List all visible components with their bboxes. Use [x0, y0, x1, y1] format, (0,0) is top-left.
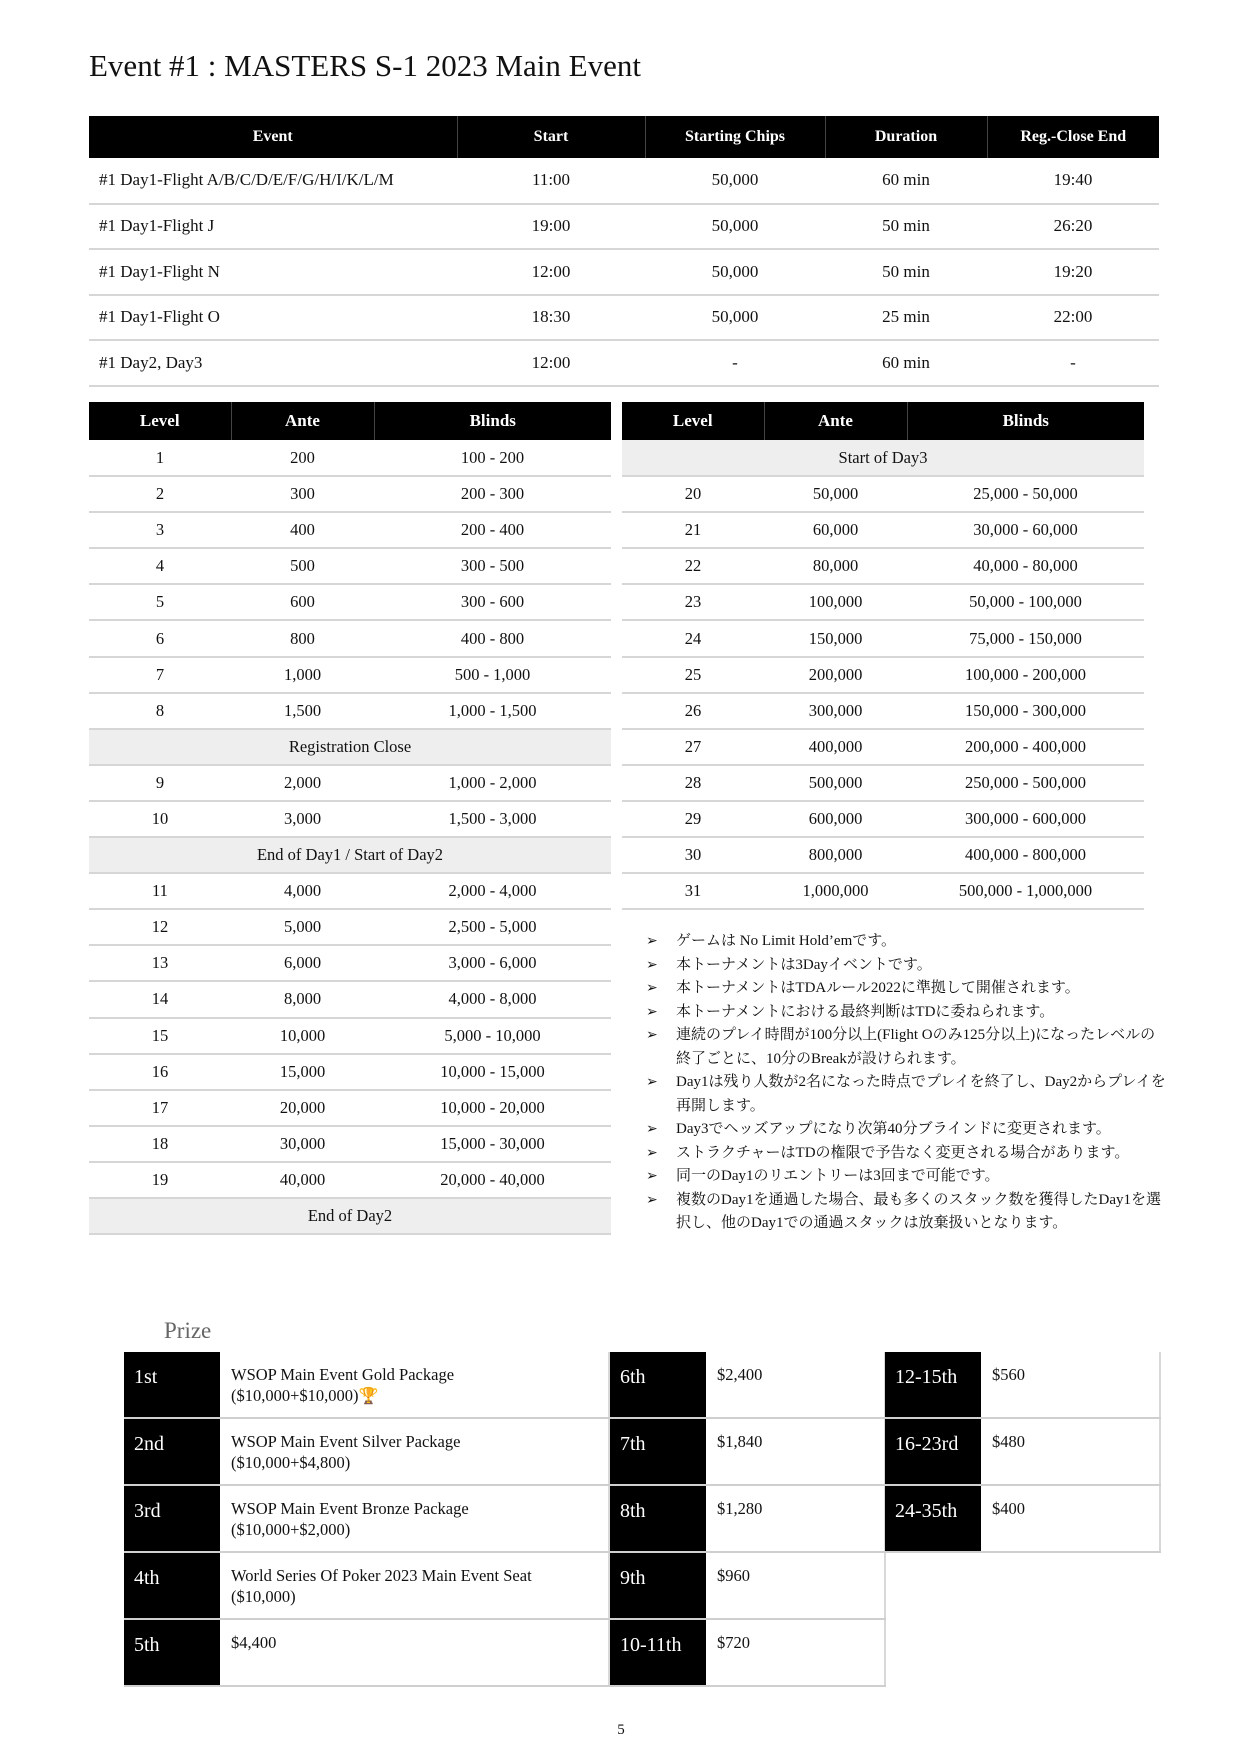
prize-line: $4,400: [231, 1633, 277, 1652]
prize-row: [610, 1352, 886, 1419]
event-cell: 18:30: [457, 295, 645, 341]
prize-row: [885, 1352, 1161, 1419]
note-item: [646, 977, 1166, 1001]
arrow-bullet-icon: ➢: [646, 1144, 658, 1161]
level-cell: 60,000: [764, 512, 907, 548]
event-cell: #1 Day1-Flight N: [89, 249, 457, 295]
level-cell: 500 - 1,000: [374, 657, 611, 693]
arrow-bullet-icon: ➢: [646, 980, 658, 996]
level-cell: 40,000: [231, 1162, 374, 1198]
level-cell: 5: [89, 584, 231, 620]
level-cell: 6,000: [231, 945, 374, 981]
event-cell: #1 Day1-Flight O: [89, 295, 457, 341]
event-cell: #1 Day1-Flight A/B/C/D/E/F/G/H/I/K/L/M: [89, 158, 457, 204]
prize-rank: 7th: [610, 1419, 706, 1484]
event-cell: 12:00: [457, 340, 645, 386]
level-cell: 1,000: [231, 657, 374, 693]
level-row: [89, 476, 611, 512]
level-cell: 29: [622, 801, 764, 837]
level-cell: 8: [89, 693, 231, 729]
event-row: [89, 249, 1159, 295]
level-cell: 300 - 500: [374, 548, 611, 584]
prize-line: [231, 1452, 608, 1473]
level-cell: 400 - 800: [374, 620, 611, 656]
level-cell: 8,000: [231, 981, 374, 1017]
level-cell: 30,000: [231, 1126, 374, 1162]
event-header-cell: Event: [89, 116, 457, 158]
level-cell: 100,000 - 200,000: [907, 657, 1144, 693]
level-cell: 18: [89, 1126, 231, 1162]
event-row: [89, 204, 1159, 250]
level-cell: 3,000: [231, 801, 374, 837]
level-cell: 1,000 - 2,000: [374, 765, 611, 801]
level-table-header: [622, 402, 1144, 440]
event-cell: 60 min: [825, 158, 987, 204]
arrow-bullet-icon: ➢: [646, 1027, 658, 1043]
level-separator-row: [89, 837, 611, 873]
level-row: [89, 440, 611, 476]
prize-value: [220, 1620, 610, 1685]
level-cell: 16: [89, 1054, 231, 1090]
level-cell: 2,000: [231, 765, 374, 801]
prize-value: [220, 1486, 610, 1551]
prize-rank: 16-23rd: [885, 1419, 981, 1484]
note-text: Day3でヘッズアップになり次第40分ブラインドに変更されます。: [676, 1121, 1111, 1137]
prize-rank: 4th: [124, 1553, 220, 1618]
prize-amount: ($10,000): [231, 1587, 296, 1606]
prize-value: $1,280: [706, 1486, 886, 1551]
event-header-cell: Starting Chips: [645, 116, 825, 158]
prize-row: [124, 1553, 610, 1620]
level-cell: 31: [622, 873, 764, 909]
level-cell: 7: [89, 657, 231, 693]
level-cell: 800,000: [764, 837, 907, 873]
event-cell: 50 min: [825, 204, 987, 250]
prize-value: $2,400: [706, 1352, 886, 1417]
page-number: 5: [617, 1722, 625, 1738]
event-cell: 19:20: [987, 249, 1159, 295]
level-row: [89, 1054, 611, 1090]
event-cell: 11:00: [457, 158, 645, 204]
prize-value: [220, 1352, 610, 1417]
prize-row: [124, 1419, 610, 1486]
level-cell: 100 - 200: [374, 440, 611, 476]
note-text: 本トーナメントはTDAルール2022に準拠して開催されます。: [676, 980, 1080, 996]
arrow-bullet-icon: ➢: [646, 1003, 658, 1020]
blind-levels-table-right: [622, 402, 1144, 910]
prize-amount: ($10,000+$10,000): [231, 1386, 359, 1405]
blind-levels-table-left: [89, 402, 611, 1235]
event-table-header: [89, 116, 1159, 158]
level-cell: 1,000 - 1,500: [374, 693, 611, 729]
level-row: [89, 512, 611, 548]
prize-rank: 12-15th: [885, 1352, 981, 1417]
level-cell: 9: [89, 765, 231, 801]
level-cell: 10,000 - 20,000: [374, 1090, 611, 1126]
note-text: 本トーナメントにおける最終判断はTDに委ねられます。: [676, 1003, 1055, 1020]
prize-line: WSOP Main Event Silver Package: [231, 1432, 461, 1451]
level-row: [622, 801, 1144, 837]
level-cell: 300,000 - 600,000: [907, 801, 1144, 837]
event-row: [89, 340, 1159, 386]
prize-rank: 6th: [610, 1352, 706, 1417]
level-cell: 27: [622, 729, 764, 765]
prize-value: [220, 1553, 610, 1618]
note-text: Day1は残り人数が2名になった時点でプレイを終了し、Day2からプレイを再開します。: [676, 1074, 1166, 1114]
level-cell: 200,000 - 400,000: [907, 729, 1144, 765]
level-cell: 100,000: [764, 584, 907, 620]
prize-row: [610, 1620, 886, 1687]
prize-grid-low: [885, 1352, 1161, 1553]
page-title: Event #1 : MASTERS S-1 2023 Main Event: [89, 48, 641, 83]
note-text: ゲームは No Limit Hold’emです。: [676, 933, 897, 949]
level-header-cell: Ante: [764, 402, 907, 440]
prize-row: [124, 1620, 610, 1687]
level-row: [89, 1162, 611, 1198]
level-row: [622, 765, 1144, 801]
level-separator-label: End of Day2: [89, 1198, 611, 1234]
level-cell: 600,000: [764, 801, 907, 837]
event-header-cell: Duration: [825, 116, 987, 158]
level-row: [89, 909, 611, 945]
level-cell: 300: [231, 476, 374, 512]
level-cell: 20: [622, 476, 764, 512]
level-cell: 500,000: [764, 765, 907, 801]
level-cell: 10: [89, 801, 231, 837]
level-cell: 250,000 - 500,000: [907, 765, 1144, 801]
level-cell: 15: [89, 1018, 231, 1054]
level-cell: 400: [231, 512, 374, 548]
level-row: [89, 1090, 611, 1126]
level-row: [622, 584, 1144, 620]
tournament-notes-list: [646, 930, 1166, 1236]
level-cell: 10,000: [231, 1018, 374, 1054]
level-cell: 1,500 - 3,000: [374, 801, 611, 837]
level-cell: 1,000,000: [764, 873, 907, 909]
note-item: [646, 1001, 1166, 1025]
level-separator-label: End of Day1 / Start of Day2: [89, 837, 611, 873]
level-cell: 300,000: [764, 693, 907, 729]
level-row: [622, 693, 1144, 729]
note-text: ストラクチャーはTDの権限で予告なく変更される場合があります。: [676, 1144, 1130, 1161]
event-cell: 26:20: [987, 204, 1159, 250]
level-cell: 2,000 - 4,000: [374, 873, 611, 909]
prize-row: [885, 1419, 1161, 1486]
event-cell: 50,000: [645, 204, 825, 250]
level-cell: 25: [622, 657, 764, 693]
level-cell: 4,000: [231, 873, 374, 909]
level-row: [622, 548, 1144, 584]
note-item: [646, 1142, 1166, 1166]
prize-value: $1,840: [706, 1419, 886, 1484]
level-row: [622, 620, 1144, 656]
prize-line: [231, 1586, 608, 1607]
level-cell: 6: [89, 620, 231, 656]
level-cell: 13: [89, 945, 231, 981]
level-cell: 12: [89, 909, 231, 945]
level-row: [89, 657, 611, 693]
prize-rank: 9th: [610, 1553, 706, 1618]
event-cell: -: [987, 340, 1159, 386]
level-separator-row: [622, 440, 1144, 476]
level-cell: 500,000 - 1,000,000: [907, 873, 1144, 909]
prize-row: [124, 1486, 610, 1553]
event-header-cell: Start: [457, 116, 645, 158]
note-item: [646, 1165, 1166, 1189]
level-table-header: [89, 402, 611, 440]
level-cell: 40,000 - 80,000: [907, 548, 1144, 584]
level-cell: 20,000: [231, 1090, 374, 1126]
note-text: 連続のプレイ時間が100分以上(Flight Oのみ125分以上)になったレベルの終了ごとに、10分のBreakが設けられます。: [676, 1027, 1156, 1067]
prize-line: [231, 1385, 608, 1406]
prize-row: [610, 1486, 886, 1553]
level-row: [89, 693, 611, 729]
level-row: [622, 873, 1144, 909]
level-cell: 25,000 - 50,000: [907, 476, 1144, 512]
level-cell: 19: [89, 1162, 231, 1198]
level-row: [89, 981, 611, 1017]
prize-rank: 2nd: [124, 1419, 220, 1484]
note-item: [646, 930, 1166, 954]
level-cell: 4: [89, 548, 231, 584]
event-cell: 19:00: [457, 204, 645, 250]
prize-row: [610, 1553, 886, 1620]
level-row: [89, 620, 611, 656]
level-row: [89, 1018, 611, 1054]
level-header-cell: Blinds: [907, 402, 1144, 440]
note-item: [646, 1024, 1166, 1071]
level-row: [89, 548, 611, 584]
prize-rank: 5th: [124, 1620, 220, 1685]
level-header-cell: Ante: [231, 402, 374, 440]
level-header-cell: Level: [622, 402, 764, 440]
event-cell: 50,000: [645, 158, 825, 204]
prize-value: $480: [981, 1419, 1161, 1484]
level-cell: 400,000: [764, 729, 907, 765]
event-cell: #1 Day1-Flight J: [89, 204, 457, 250]
event-cell: 50,000: [645, 249, 825, 295]
level-cell: 21: [622, 512, 764, 548]
level-cell: 17: [89, 1090, 231, 1126]
level-row: [622, 476, 1144, 512]
prize-value: $720: [706, 1620, 886, 1685]
level-row: [622, 729, 1144, 765]
prize-grid-middle: [610, 1352, 886, 1687]
level-row: [89, 584, 611, 620]
prize-rank: 8th: [610, 1486, 706, 1551]
note-text: 同一のDay1のリエントリーは3回まで可能です。: [676, 1168, 1000, 1184]
prize-line: [231, 1519, 608, 1540]
event-cell: 50,000: [645, 295, 825, 341]
prize-row: [885, 1486, 1161, 1553]
level-cell: 4,000 - 8,000: [374, 981, 611, 1017]
level-row: [622, 512, 1144, 548]
level-header-cell: Blinds: [374, 402, 611, 440]
prize-row: [610, 1419, 886, 1486]
event-cell: 22:00: [987, 295, 1159, 341]
level-cell: 26: [622, 693, 764, 729]
level-cell: 20,000 - 40,000: [374, 1162, 611, 1198]
note-item: [646, 1189, 1166, 1236]
arrow-bullet-icon: ➢: [646, 933, 658, 949]
note-text: 本トーナメントは3Dayイベントです。: [676, 956, 932, 973]
event-cell: #1 Day2, Day3: [89, 340, 457, 386]
level-separator-label: Start of Day3: [622, 440, 1144, 476]
level-cell: 22: [622, 548, 764, 584]
level-separator-label: Registration Close: [89, 729, 611, 765]
arrow-bullet-icon: ➢: [646, 1191, 658, 1208]
prize-rank: 24-35th: [885, 1486, 981, 1551]
level-cell: 200,000: [764, 657, 907, 693]
level-cell: 50,000 - 100,000: [907, 584, 1144, 620]
level-row: [89, 801, 611, 837]
prize-amount: ($10,000+$2,000): [231, 1520, 351, 1539]
arrow-bullet-icon: ➢: [646, 1168, 658, 1184]
level-cell: 50,000: [764, 476, 907, 512]
level-row: [89, 873, 611, 909]
arrow-bullet-icon: ➢: [646, 1074, 658, 1090]
prize-line: WSOP Main Event Bronze Package: [231, 1499, 469, 1518]
prize-value: $560: [981, 1352, 1161, 1417]
level-cell: 3: [89, 512, 231, 548]
level-separator-row: [89, 1198, 611, 1234]
level-cell: 5,000 - 10,000: [374, 1018, 611, 1054]
level-cell: 5,000: [231, 909, 374, 945]
event-row: [89, 295, 1159, 341]
level-cell: 600: [231, 584, 374, 620]
level-row: [622, 657, 1144, 693]
level-cell: 1,500: [231, 693, 374, 729]
level-row: [622, 837, 1144, 873]
level-cell: 150,000: [764, 620, 907, 656]
prize-line: WSOP Main Event Gold Package: [231, 1365, 455, 1384]
level-cell: 800: [231, 620, 374, 656]
level-cell: 500: [231, 548, 374, 584]
level-cell: 24: [622, 620, 764, 656]
note-text: 複数のDay1を通過した場合、最も多くのスタック数を獲得したDay1を選択し、他のDay1での通過スタックは放棄扱いとなります。: [676, 1191, 1161, 1231]
event-cell: 60 min: [825, 340, 987, 386]
level-row: [89, 1126, 611, 1162]
level-separator-row: [89, 729, 611, 765]
event-schedule-table: [89, 116, 1159, 387]
arrow-bullet-icon: ➢: [646, 956, 658, 973]
level-cell: 14: [89, 981, 231, 1017]
prize-rank: 10-11th: [610, 1620, 706, 1685]
level-cell: 2: [89, 476, 231, 512]
event-row: [89, 158, 1159, 204]
level-cell: 1: [89, 440, 231, 476]
level-cell: 11: [89, 873, 231, 909]
arrow-bullet-icon: ➢: [646, 1121, 658, 1137]
trophy-icon: 🏆: [358, 1386, 379, 1405]
level-cell: 30: [622, 837, 764, 873]
level-cell: 200: [231, 440, 374, 476]
note-item: [646, 1118, 1166, 1142]
level-cell: 30,000 - 60,000: [907, 512, 1144, 548]
level-cell: 400,000 - 800,000: [907, 837, 1144, 873]
level-cell: 200 - 400: [374, 512, 611, 548]
note-item: [646, 954, 1166, 978]
level-cell: 75,000 - 150,000: [907, 620, 1144, 656]
event-header-cell: Reg.-Close End: [987, 116, 1159, 158]
prize-row: [124, 1352, 610, 1419]
event-cell: 50 min: [825, 249, 987, 295]
prize-line: World Series Of Poker 2023 Main Event Seat: [231, 1566, 532, 1585]
prize-amount: ($10,000+$4,800): [231, 1453, 351, 1472]
event-cell: 25 min: [825, 295, 987, 341]
prize-rank: 1st: [124, 1352, 220, 1417]
prize-value: [220, 1419, 610, 1484]
event-cell: 12:00: [457, 249, 645, 295]
level-cell: 80,000: [764, 548, 907, 584]
prize-rank: 3rd: [124, 1486, 220, 1551]
level-cell: 3,000 - 6,000: [374, 945, 611, 981]
level-cell: 200 - 300: [374, 476, 611, 512]
event-cell: -: [645, 340, 825, 386]
prize-value: $400: [981, 1486, 1161, 1551]
level-cell: 15,000 - 30,000: [374, 1126, 611, 1162]
level-cell: 28: [622, 765, 764, 801]
prize-value: $960: [706, 1553, 886, 1618]
prize-grid-top: [124, 1352, 610, 1687]
level-cell: 15,000: [231, 1054, 374, 1090]
level-header-cell: Level: [89, 402, 231, 440]
note-item: [646, 1071, 1166, 1118]
level-cell: 10,000 - 15,000: [374, 1054, 611, 1090]
level-cell: 150,000 - 300,000: [907, 693, 1144, 729]
level-cell: 23: [622, 584, 764, 620]
prize-heading: Prize: [164, 1318, 212, 1343]
level-row: [89, 945, 611, 981]
level-row: [89, 765, 611, 801]
level-cell: 2,500 - 5,000: [374, 909, 611, 945]
event-cell: 19:40: [987, 158, 1159, 204]
level-cell: 300 - 600: [374, 584, 611, 620]
